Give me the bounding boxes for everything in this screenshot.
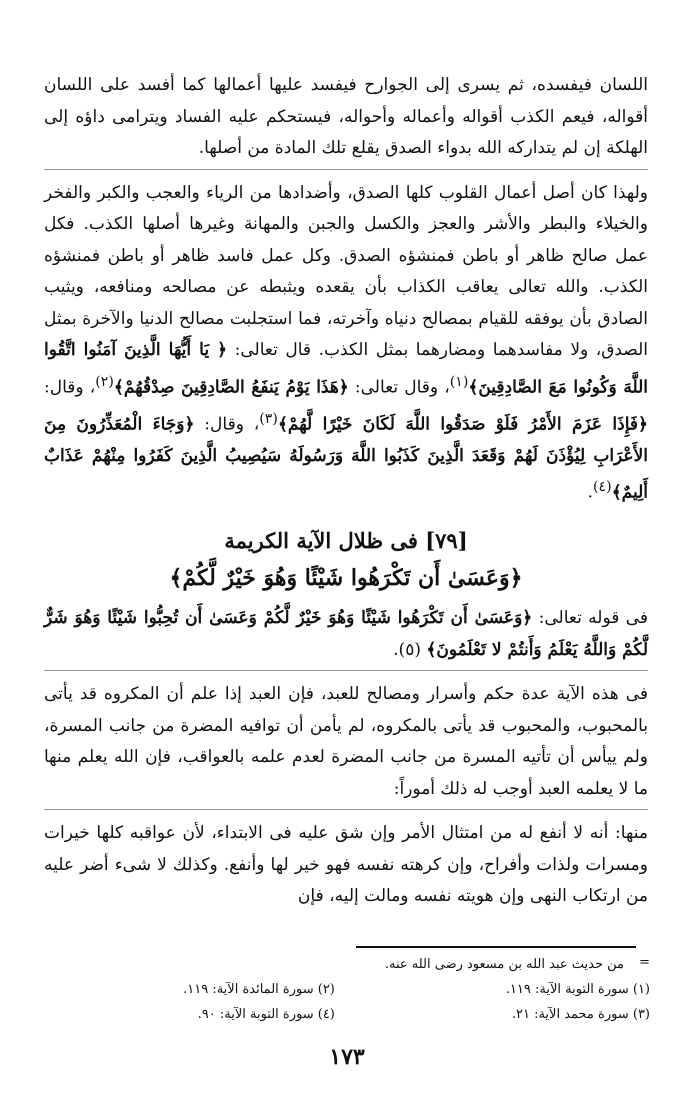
spacer xyxy=(44,509,648,523)
footnote-1: (١) سورة التوبة الآية: ١١٩. xyxy=(505,982,650,997)
paragraph-5: منها: أنه لا أنفع له من امتثال الأمر وإن شق عليه فى الابتداء، لأن عواقبه كلها خيرات ومسرات ولذات وأفراح، وإن كرهته نفسه فهو خير لها وأنفع. وكذلك لا شىء أضر عليه من ارتكاب النهى وإن هويته نفسه ومالت إليه، فإن xyxy=(44,823,648,907)
paragraph-3 xyxy=(44,603,648,666)
quran-quote: ﴿هَذَا يَوْمُ يَنفَعُ الصَّادِقِينَ صِدْقُهُمْ﴾ xyxy=(113,377,349,398)
footnote-continuation-mark: = xyxy=(639,955,650,970)
paragraph-separator xyxy=(44,670,648,671)
footnote-4: (٤) سورة التوبة الآية: ٩٠. xyxy=(197,1007,335,1022)
section-heading: [٧٩] فى ظلال الآية الكريمة xyxy=(224,528,468,554)
footnote-ref: (٢) xyxy=(95,373,114,390)
lead-text: فى قوله تعالى: xyxy=(532,608,649,629)
paragraph-4: فى هذه الآية عدة حكم وأسرار ومصالح للعبد، فإن العبد إذا علم أن المكروه قد يأتى بالمحبوب، والمحبوب قد يأتى بالمكروه، لم يأمن أن توافيه المضرة من جانب المسرة، ولم ييأس أن تأتيه المسرة من جانب المضرة لعدم علمه بالعواقب، فإن الله يعلم منها ما لا يعلمه العبد أوجب له ذلك أموراً: xyxy=(44,684,648,799)
footnote-carryover: من حديث عبد الله بن مسعود رضى الله عنه. xyxy=(384,957,624,972)
paragraph-2 xyxy=(44,178,648,510)
quran-quote: ﴿وَعَسَىٰ أَن تَكْرَهُوا شَيْئًا وَهُوَ خَيْرٌ لَّكُمْ وَعَسَىٰ أَن تُحِبُّوا شَيْئًا وَهُوَ شَرٌّ لَّكُمْ وَاللَّهُ يَعْلَمُ وَأَنتُمْ لا تَعْلَمُونَ﴾ xyxy=(44,608,648,660)
footnote-ref: (٥). xyxy=(393,639,427,660)
lead-text: ، وقال تعالى: xyxy=(348,377,450,398)
footnote-ref: (٣) xyxy=(259,410,278,427)
footnote-ref: (٤) xyxy=(593,479,612,496)
section-verse: ﴿وَعَسَىٰ أَن تَكْرَهُوا شَيْئًا وَهُوَ خَيْرٌ لَّكُمْ﴾ xyxy=(169,565,523,592)
quran-quote: ﴿ يَا أَيُّهَا الَّذِينَ آمَنُوا اتَّقُوا اللَّهَ وَكُونُوا مَعَ الصَّادِقِينَ﴾ xyxy=(44,340,648,398)
footnote-3: (٣) سورة محمد الآية: ٢١. xyxy=(511,1007,650,1022)
main-text xyxy=(44,70,648,913)
paragraph-separator xyxy=(44,809,648,810)
page-number: ١٧٣ xyxy=(329,1044,365,1070)
lead-text: قال تعالى: xyxy=(227,340,312,360)
paragraph-separator xyxy=(44,169,648,170)
period: . xyxy=(587,482,594,503)
paragraph-2-body: ولهذا كان أصل أعمال القلوب كلها الصدق، وأضدادها من الرياء والعجب والكبر والفخر والخيلاء والبطر والأشر والعجز والكسل والجبن والمهانة وغيرها أصلها الكذب. فكل عمل صالح ظاهر أو باطن فمنشؤه الصدق. وكل عمل فاسد ظاهر أو باطن فمنشؤه الكذب. والله تعالى يعاقب الكذاب بأن يقعده ويثبطه عن مصالحه ومنافعه، ويثيب الصادق بأن يوفقه للقيام بمصالح دنياه وآخرته، فما استجلبت مصالح الدنيا والآخرة بمثل الصدق، ولا مفاسدهما ومضارهما بمثل الكذب. xyxy=(44,182,648,360)
lead-text: ، وقال: xyxy=(194,414,260,435)
footnote-ref: (١) xyxy=(449,373,469,390)
footnote-row xyxy=(44,1007,650,1022)
quran-quote: ﴿فَإِذَا عَزَمَ الأَمْرُ فَلَوْ صَدَقُوا اللَّهَ لَكَانَ خَيْرًا لَّهُمْ﴾ xyxy=(277,414,648,435)
paragraph-1: اللسان فيفسده، ثم يسرى إلى الجوارح فيفسد عليها أعمالها كما أفسد على اللسان أقواله، فيعم الكذب أقواله وأعماله وأحواله، فيستحكم عليه الفساد ويترامى داؤه إلى الهلكة إن لم يتداركه الله بدواء الصدق يقلع تلك المادة من أصلها. xyxy=(44,75,648,158)
lead-text: ، وقال: xyxy=(44,377,96,398)
footnote-row xyxy=(44,982,650,997)
footnote-rule xyxy=(356,946,636,948)
footnote-2: (٢) سورة المائدة الآية: ١١٩. xyxy=(183,982,335,997)
quran-quote: ﴿وَجَاءَ الْمُعَذِّرُونَ مِنَ الأَعْرَابِ لِيُؤْذَنَ لَهُمْ وَقَعَدَ الَّذِينَ كَذَبُوا اللَّهَ وَرَسُولَهُ سَيُصِيبُ الَّذِينَ كَفَرُوا مِنْهُمْ عَذَابٌ أَلِيمٌ﴾ xyxy=(44,414,648,503)
